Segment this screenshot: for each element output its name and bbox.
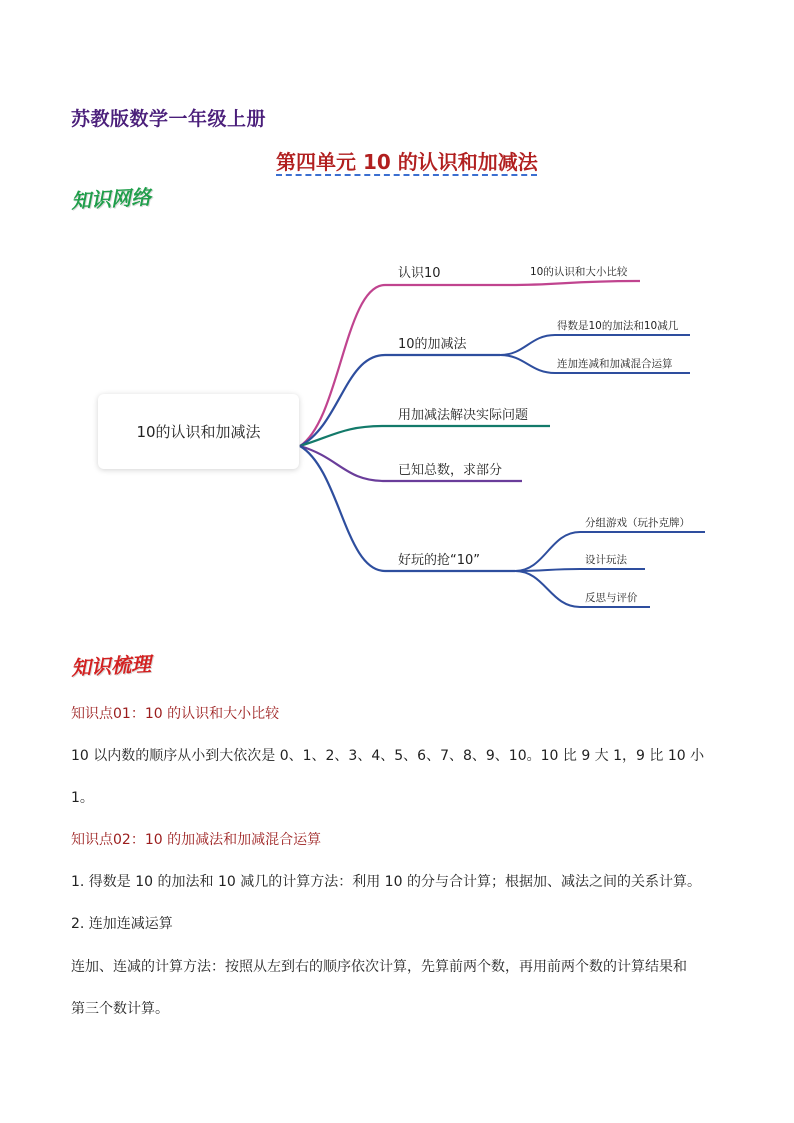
unit-title: 第四单元 10 的认识和加减法	[276, 150, 538, 174]
connector-branch-3	[300, 426, 550, 446]
knowledge-point-1-title: 知识点01：10 的认识和大小比较	[71, 706, 280, 722]
knowledge-point-2-item-1: 1. 得数是 10 的加法和 10 减几的计算方法：利用 10 的分与合计算；根据加、减法之间的关系计算。	[71, 874, 701, 890]
mindmap-root-label: 10的认识和加减法	[136, 423, 261, 441]
leaf-label-5-1: 分组游戏（玩扑克牌）	[585, 517, 690, 529]
leaf-label-2-2: 连加连减和加减混合运算	[557, 358, 673, 370]
section-heading-network: 知识网络	[70, 184, 152, 213]
mindmap-root	[98, 394, 299, 469]
knowledge-point-2-title: 知识点02：10 的加减法和加减混合运算	[71, 832, 322, 848]
leaf-label-5-3: 反思与评价	[585, 592, 638, 604]
branch-label-4: 已知总数，求部分	[398, 463, 503, 478]
branch-label-2: 10的加减法	[398, 337, 467, 352]
book-title: 苏教版数学一年级上册	[71, 108, 267, 130]
leaf-label-2-1: 得数是10的加法和10减几	[557, 320, 679, 332]
knowledge-point-1-line-1: 10 以内数的顺序从小到大依次是 0、1、2、3、4、5、6、7、8、9、10。10 比 9 大 1，9 比 10 小	[71, 748, 705, 764]
knowledge-point-2-desc-line-2: 第三个数计算。	[71, 1001, 169, 1017]
knowledge-point-1-line-2: 1。	[71, 790, 94, 806]
leaf-label-5-2: 设计玩法	[585, 554, 627, 566]
branch-label-3: 用加减法解决实际问题	[398, 408, 529, 423]
connector-branch-2-child-1	[500, 335, 690, 355]
branch-label-5: 好玩的抢“10”	[398, 553, 481, 568]
knowledge-point-2-item-2: 2. 连加连减运算	[71, 916, 173, 932]
connector-branch-2	[300, 355, 500, 446]
connector-branch-5-child-2	[515, 569, 645, 571]
knowledge-point-2-desc-line-1: 连加、连减的计算方法：按照从左到右的顺序依次计算，先算前两个数，再用前两个数的计算结果和	[71, 959, 687, 975]
branch-label-1: 认识10	[398, 266, 441, 281]
leaf-label-1-1: 10的认识和大小比较	[530, 266, 628, 278]
section-heading-review: 知识梳理	[70, 651, 152, 680]
